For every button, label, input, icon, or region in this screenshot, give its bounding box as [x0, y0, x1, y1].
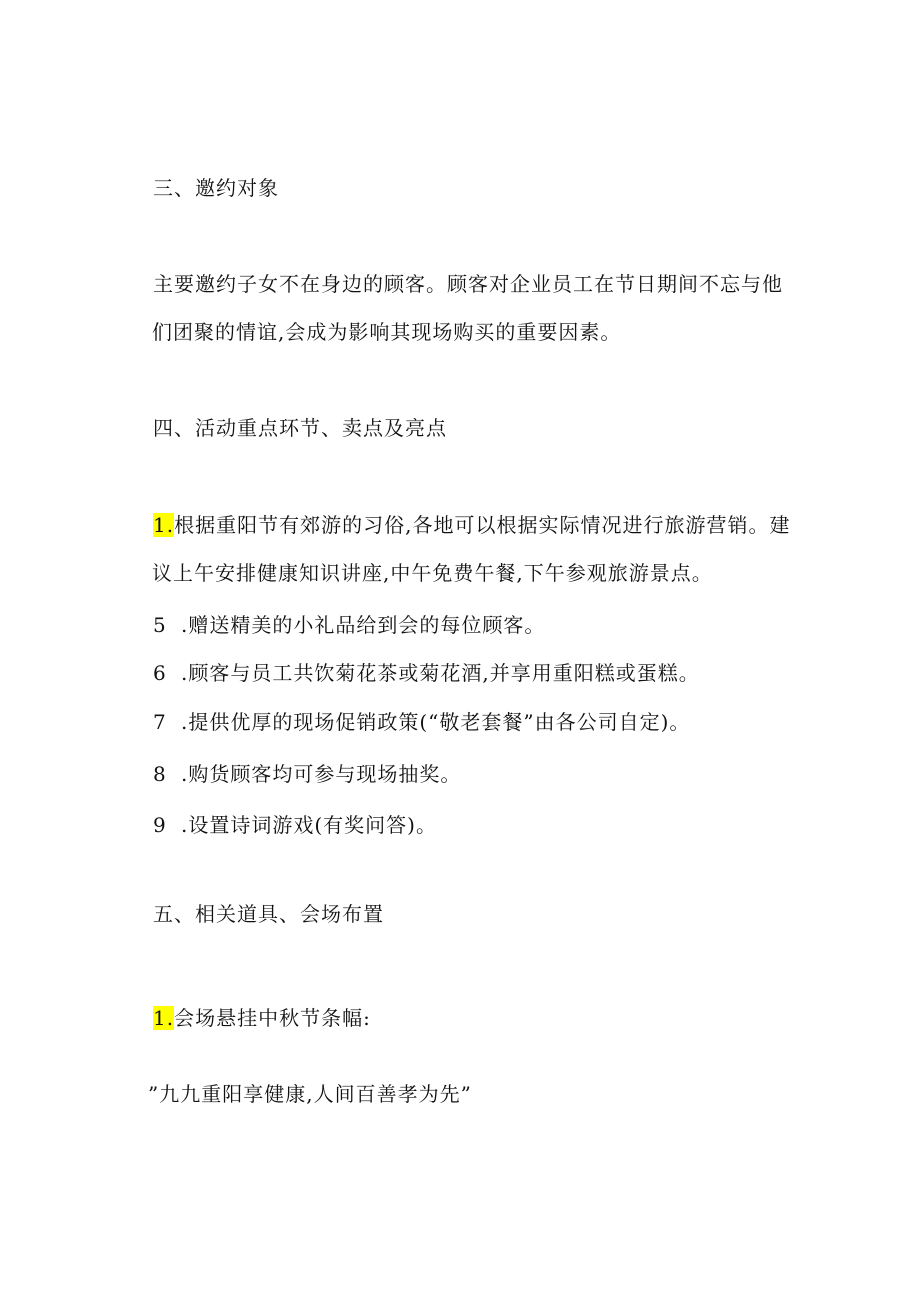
list-item-number: 6	[153, 661, 167, 685]
list-item-text: .提供优厚的现场促销政策(“敬老套餐”由各公司自定)。	[181, 710, 691, 734]
section-4-heading: 四、活动重点环节、卖点及亮点	[153, 416, 447, 440]
section-4-item-1-text: 根据重阳节有郊游的习俗,各地可以根据实际情况进行旅游营销。建	[174, 513, 791, 537]
section-3-paragraph-line-2: 们团聚的情谊,会成为影响其现场购买的重要因素。	[152, 320, 622, 344]
banner-text: ”九九重阳享健康,人间百善孝为先”	[148, 1082, 472, 1106]
list-item	[153, 760, 461, 788]
list-item	[153, 811, 437, 839]
section-4-item-1-line-1	[153, 511, 790, 539]
list-item-number: 5	[153, 613, 167, 637]
list-item-text: .顾客与员工共饮菊花茶或菊花酒,并享用重阳糕或蛋糕。	[181, 661, 700, 685]
list-item	[153, 659, 700, 687]
list-marker-highlight: 1.	[153, 1006, 175, 1030]
list-item-text: .设置诗词游戏(有奖问答)。	[181, 813, 437, 837]
section-5-item-1-text: 会场悬挂中秋节条幅:	[174, 1006, 371, 1030]
section-3-heading: 三、邀约对象	[153, 176, 279, 200]
list-item-number: 8	[153, 762, 167, 786]
list-marker-highlight: 1.	[153, 513, 175, 537]
list-item-text: .赠送精美的小礼品给到会的每位顾客。	[181, 613, 546, 637]
section-4-item-1-line-2: 议上午安排健康知识讲座,中午免费午餐,下午参观旅游景点。	[152, 561, 713, 585]
section-5-heading: 五、相关道具、会场布置	[153, 902, 384, 926]
list-item	[153, 611, 545, 639]
section-5-item-1	[153, 1004, 371, 1032]
list-item-number: 9	[153, 813, 167, 837]
list-item-number: 7	[153, 710, 167, 734]
section-3-paragraph-line-1: 主要邀约子女不在身边的顾客。顾客对企业员工在节日期间不忘与他	[153, 272, 783, 296]
list-item	[153, 708, 690, 736]
list-item-text: .购货顾客均可参与现场抽奖。	[181, 762, 462, 786]
